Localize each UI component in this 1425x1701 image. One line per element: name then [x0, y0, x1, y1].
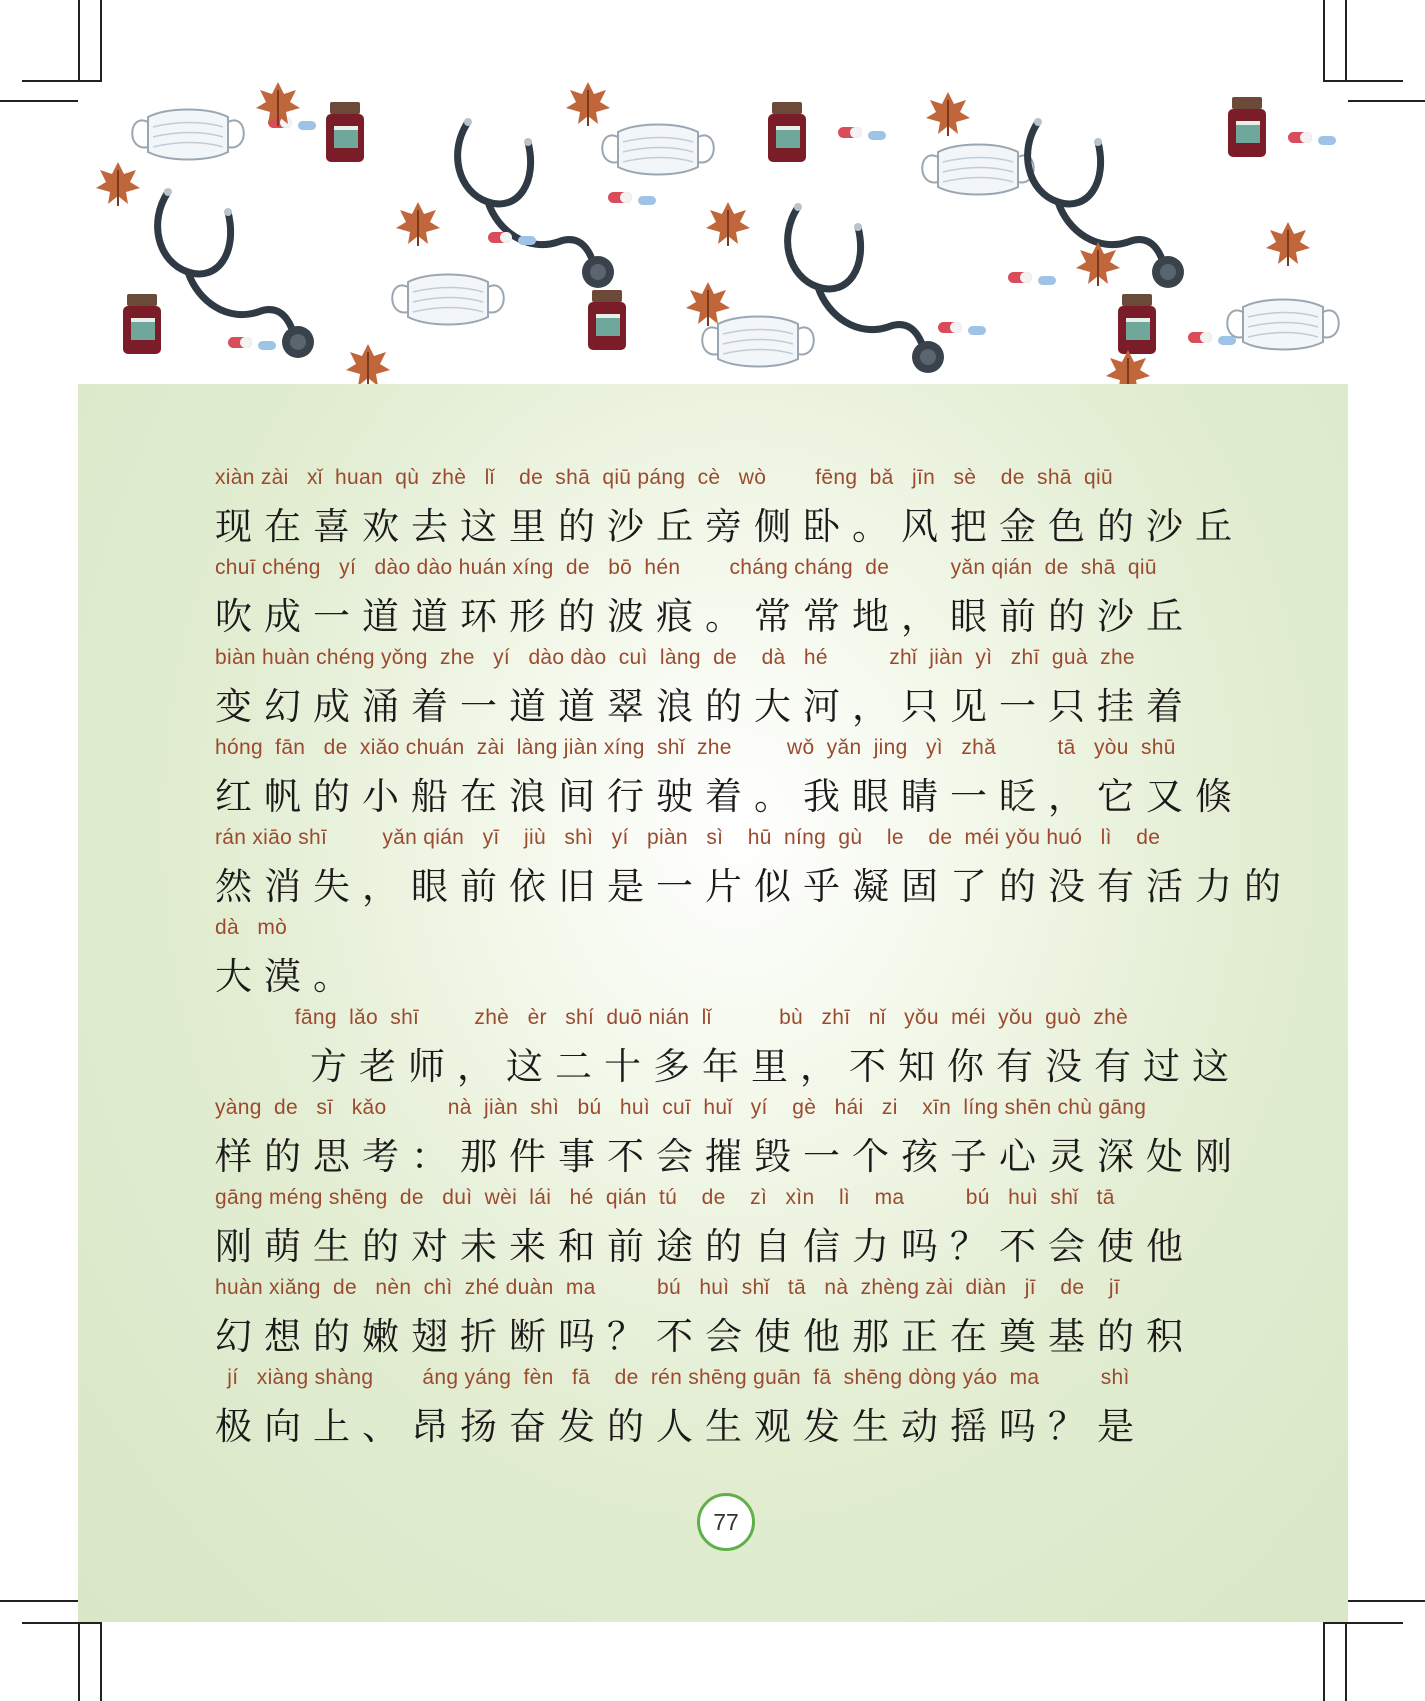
crop-mark — [22, 1622, 102, 1624]
text-line — [215, 736, 1244, 818]
pinyin-line: huàn xiǎng de nèn chì zhé duàn ma bú huì shǐ tā nà zhèng zài diàn jī de jī — [215, 1276, 1120, 1299]
text-line — [215, 1096, 1244, 1178]
crop-mark — [1323, 1622, 1325, 1701]
text-line — [215, 1276, 1225, 1356]
text-line — [215, 826, 1293, 908]
hanzi-line: 大漠。 — [215, 955, 362, 998]
hanzi-line: 极向上、昂扬奋发的人生观发生动摇吗？是 — [215, 1405, 1146, 1448]
pinyin-line: rán xiāo shī yǎn qián yī jiù shì yí piàn sì hū níng gù le de méi yǒu huó lì de — [215, 826, 1161, 849]
pinyin-line: xiàn zài xǐ huan qù zhè lǐ de shā qiū páng cè wò fēng bǎ jīn sè de shā qiū — [215, 466, 1113, 489]
hanzi-line: 现在喜欢去这里的沙丘旁侧卧。风把金色的沙丘 — [215, 505, 1244, 548]
crop-mark — [1323, 1622, 1403, 1624]
page-number: 77 — [697, 1493, 755, 1551]
pinyin-line: gāng méng shēng de duì wèi lái hé qián tú de zì xìn lì ma bú huì shǐ tā — [215, 1186, 1115, 1209]
crop-mark — [1323, 0, 1325, 80]
hanzi-line: 吹成一道道环形的波痕。常常地，眼前的沙丘 — [215, 595, 1195, 638]
text-line — [215, 646, 1225, 726]
hanzi-line: 刚萌生的对未来和前途的自信力吗？不会使他 — [215, 1225, 1195, 1268]
text-line — [215, 916, 1225, 996]
pinyin-line: jí xiàng shàng áng yáng fèn fā de rén shēng guān fā shēng dòng yáo ma shì — [215, 1366, 1130, 1389]
text-line — [215, 466, 1244, 548]
text-line — [215, 1186, 1225, 1266]
crop-mark — [100, 1622, 102, 1701]
pinyin-line: chuī chéng yí dào dào huán xíng de bō hén cháng cháng de yǎn qián de shā qiū — [215, 556, 1157, 579]
hanzi-line: 幻想的嫩翅折断吗？不会使他那正在奠基的积 — [215, 1315, 1195, 1358]
text-line — [215, 1006, 1242, 1088]
pinyin-line: yàng de sī kǎo nà jiàn shì bú huì cuī huǐ yí gè hái zi xīn líng shēn chù gāng — [215, 1096, 1147, 1119]
hanzi-line: 方老师，这二十多年里，不知你有没有过这 — [215, 1045, 1242, 1088]
hanzi-line: 红帆的小船在浪间行驶着。我眼睛一眨，它又倏 — [215, 775, 1244, 818]
hanzi-line: 然消失，眼前依旧是一片似乎凝固了的没有活力的 — [215, 865, 1293, 908]
text-line — [215, 556, 1225, 636]
pinyin-line: fāng lǎo shī zhè èr shí duō nián lǐ bù zhī nǐ yǒu méi yǒu guò zhè — [215, 1006, 1129, 1029]
decorative-banner — [78, 82, 1348, 384]
pinyin-line: biàn huàn chéng yǒng zhe yí dào dào cuì làng de dà hé zhǐ jiàn yì zhī guà zhe — [215, 646, 1135, 669]
text-line — [215, 1366, 1225, 1446]
hanzi-line: 样的思考：那件事不会摧毁一个孩子心灵深处刚 — [215, 1135, 1244, 1178]
pinyin-line: hóng fān de xiǎo chuán zài làng jiàn xíng shǐ zhe wǒ yǎn jing yì zhǎ tā yòu shū — [215, 736, 1176, 759]
crop-mark — [100, 0, 102, 80]
hanzi-line: 变幻成涌着一道道翠浪的大河，只见一只挂着 — [215, 685, 1195, 728]
pinyin-line: dà mò — [215, 916, 288, 939]
